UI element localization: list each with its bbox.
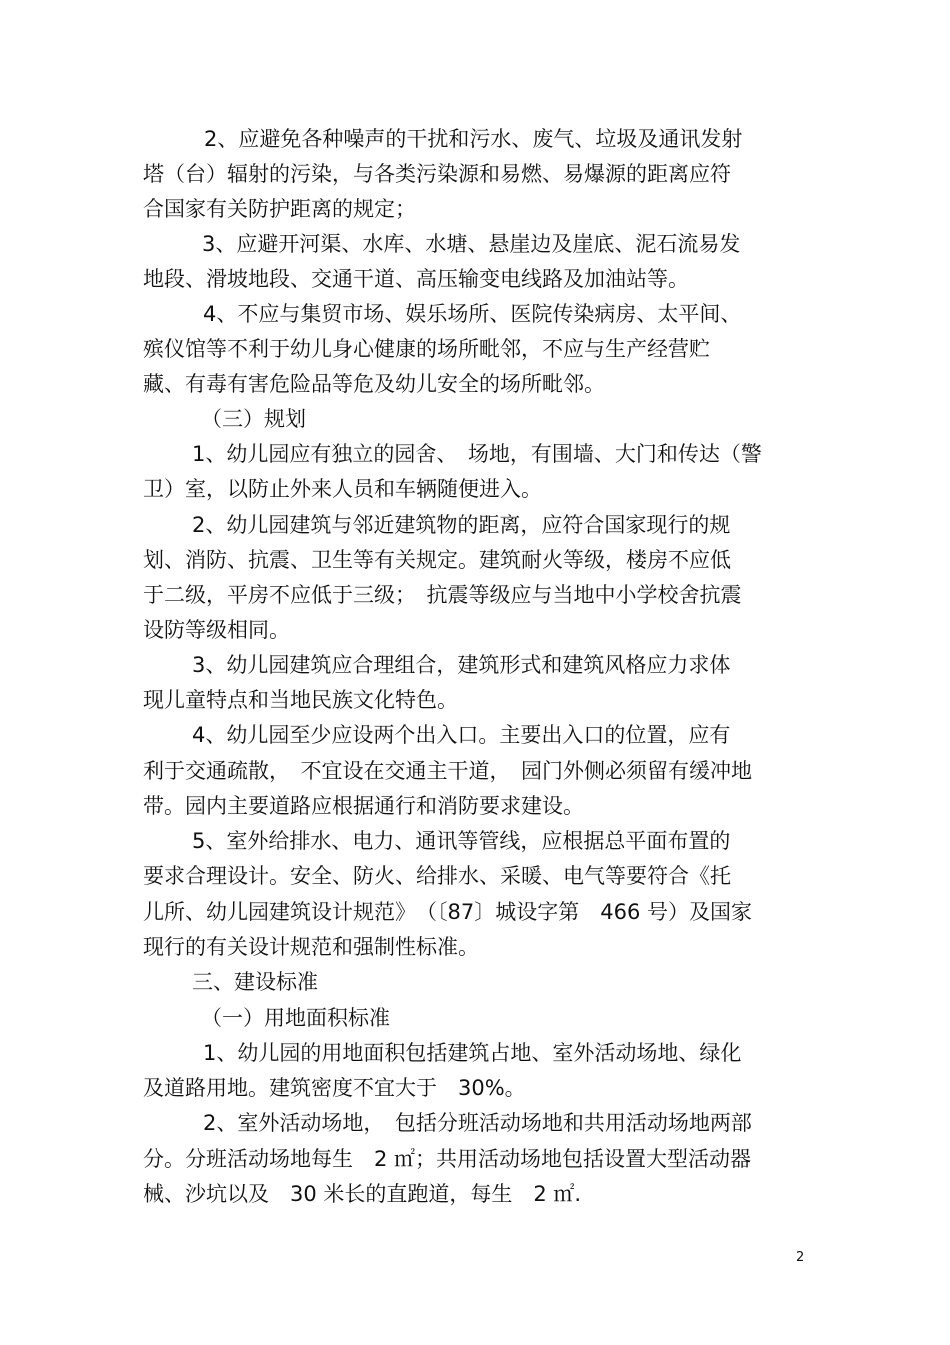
text-line: 带。园内主要道路应根据通行和消防要求建设。 [143, 794, 584, 818]
text-line: 3、应避开河渠、水库、水塘、悬崖边及崖底、泥石流易发 [202, 232, 741, 256]
text-line: 及道路用地。建筑密度不宜大于 30%。 [143, 1076, 526, 1100]
section-heading: （一）用地面积标准 [201, 1006, 390, 1030]
section-heading: 三、建设标准 [192, 970, 318, 994]
text-line: 现儿童特点和当地民族文化特色。 [143, 688, 458, 712]
section-heading: （三）规划 [201, 407, 306, 431]
text-line: 卫）室，以防止外来人员和车辆随便进入。 [143, 477, 542, 501]
text-line: 设防等级相同。 [143, 618, 290, 642]
page-number: 2 [796, 1250, 805, 1265]
text-line: 合国家有关防护距离的规定； [143, 197, 416, 221]
text-line: 分。分班活动场地每生 2 ㎡；共用活动场地包括设置大型活动器 [143, 1147, 752, 1171]
text-line: 藏、有毒有害危险品等危及幼儿安全的场所毗邻。 [143, 372, 605, 396]
text-line: 儿所、幼儿园建筑设计规范》 （〔87〕城设字第 466 号）及国家 [143, 900, 752, 924]
text-line: 1、幼儿园的用地面积包括建筑占地、室外活动场地、绿化 [203, 1041, 742, 1065]
text-line: 2、室外活动场地， 包括分班活动场地和共用活动场地两部 [203, 1111, 752, 1135]
text-line: 3、幼儿园建筑应合理组合，建筑形式和建筑风格应力求体 [192, 653, 731, 677]
text-line: 1、幼儿园应有独立的园舍、 场地，有围墙、大门和传达（警 [192, 442, 762, 466]
text-line: 5、室外给排水、电力、通讯等管线，应根据总平面布置的 [192, 829, 731, 853]
text-line: 划、消防、抗震、卫生等有关规定。建筑耐火等级，楼房不应低 [143, 548, 731, 572]
text-line: 4、不应与集贸市场、娱乐场所、医院传染病房、太平间、 [203, 302, 742, 326]
text-line: 殡仪馆等不利于幼儿身心健康的场所毗邻，不应与生产经营贮 [143, 337, 710, 361]
text-line: 利于交通疏散， 不宜设在交通主干道， 园门外侧必须留有缓冲地 [143, 759, 752, 783]
text-line: 于二级，平房不应低于三级； 抗震等级应与当地中小学校舍抗震 [143, 583, 742, 607]
text-line: 要求合理设计。安全、防火、给排水、采暖、电气等要符合《托 [143, 864, 731, 888]
text-line: 塔（台）辐射的污染，与各类污染源和易燃、易爆源的距离应符 [143, 162, 731, 186]
text-line: 现行的有关设计规范和强制性标准。 [143, 935, 479, 959]
text-line: 械、沙坑以及 30 米长的直跑道，每生 2 ㎡. [143, 1182, 582, 1206]
text-line: 地段、滑坡地段、交通干道、高压输变电线路及加油站等。 [143, 267, 689, 291]
text-line: 4、幼儿园至少应设两个出入口。主要出入口的位置，应有 [192, 723, 731, 747]
text-line: 2、应避免各种噪声的干扰和污水、废气、垃圾及通讯发射 [204, 127, 743, 151]
text-line: 2、幼儿园建筑与邻近建筑物的距离，应符合国家现行的规 [192, 513, 731, 537]
